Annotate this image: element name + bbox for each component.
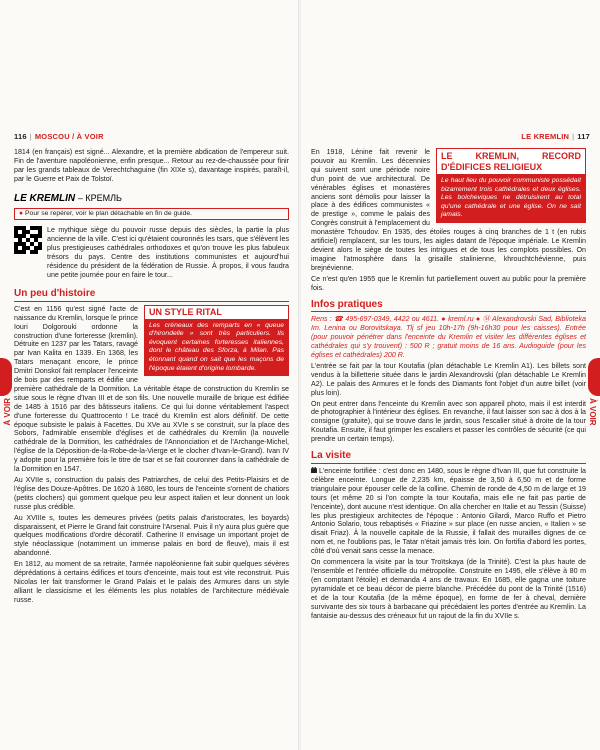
left-page [0,0,299,750]
side-tab-label-right: À VOIR [588,398,597,426]
kremlin-heading [14,194,289,204]
right-content [311,148,586,622]
infos-entry: L'entrée se fait par la tour Koutafia (plan détachable Le Kremlin A1). Les billets sont vendus à la billetterie située dans le jardin Alexandrovski (plan détachable Le Kremlin A2). Le palais des Armures et le fonds des Diamants font l'objet d'un autre billet (voir plus loin). [311,361,586,397]
section-title-left: MOSCOU / À VOIR [34,132,104,141]
qr-code-icon[interactable] [14,226,42,254]
history-section-title: Un peu d'histoire [14,290,289,302]
kremlin-heading-ru: – КРЕМЛЬ [77,192,122,203]
history-paragraph-4: En 1812, au moment de sa retraite, l'armée napoléonienne fait subir quelques sévères déprédations à certains édifices et tours d'enceinte, mais tout est vite reconstruit. Puis Nicolas Ier fait transformer le Grand Palais et le palais des Armures dans un style alliant le classicisme et les éléments les plus notables de l'architecture médiévale russe. [14,560,289,604]
history-paragraph-1: C'est en 1156 qu'est signé l'acte de naissance du Kremlin, lorsque le prince Iouri Dolgorouki ordonne la construction d'une forteresse (kremlin). Détruite en 1237 par les Tatars, ravagé par Ivan Kalita en 1339. En 1368, les Tatars menaçant encore, le prince Dmitri Donskoï fait remplacer l'enceinte de bois par des remparts et édifie une première cathédrale de la Dormition. La véritable étape de construction du Kremlin se situe sous le règne d'Ivan III et de son fils. Une nouvelle muraille de brique est édifiée de 1485 à 1516 par des bâtisseurs italiens. Ce qui lui donne véritablement l'aspect d'une forteresse du Quattrocento ! Le tracé du Kremlin est alors définitif. De cette époque subsiste le palais à Facettes. Du XVe au XVIe s se construit, sur la place des Sobors, l'admirable ensemble d'églises et de cathédrales du Kremlin (la nouvelle cathédrale de la Dormition, les cathédrales de l'Annonciation et de l'Archange-Michel, l'église de la Déposition-de-la-Robe-de-la-Vierge et le clocher d'Ivan-le-Grand). Ivan IV y adopte pour la première fois le titre de tsar et se fait couronner dans la cathédrale de la Dormition en 1547. [14,304,289,474]
style-rital-box [144,305,289,376]
visite-text-1: L'enceinte fortifiée : c'est donc en 1480, sous le règne d'Ivan III, que fut construite la célèbre enceinte. Longue de 2,235 km, épaisse de 3,50 à 6,50 m et de forme triangulaire pour épouser celle de la colline. Chemin de ronde de 4,50 m de large et 19 tours (et même 20 si l'on compte la tour Koutafia, mais elle ne fait pas partie de l'enceinte), dont aucune n'est identique. On alla chercher en Italie et au Tessin (Suisse) les plus prestigieux architectes de l'époque : Antonio Gilardi, Marco Ruffo et Pietro Antonio Solario, tous rebaptisés « Friazine » sur place (en russe ancien, « Italien » se disait Friaz). À la nouvelle capitale de la Russie, il fallait des murailles dignes de ce nom et, ne l'oublions pas, le Tatar n'était jamais très loin. On fortifia d'abord les portes, côté d'où venait sans cesse la menace. [311,467,586,556]
side-tab-label-left: À VOIR [3,398,12,426]
infos-rules: On peut entrer dans l'enceinte du Kremlin avec son appareil photo, mais il est interdit de photographier à l'intérieur des églises. En revanche, il faut laisser son sac à dos à la consigne (gratuite), qui se trouve dans le jardin, sous l'escalier situé à droite de la tour Koutafia. Ensuite, il faut grimper les escaliers et passer les contrôles de sécurité (ce qui prendre un certain temps). [311,399,586,444]
record-edifices-box [436,148,586,223]
opening-paragraph: Ce n'est qu'en 1955 que le Kremlin fut partiellement ouvert au public pour la première fois. [311,274,586,292]
history-paragraph-2: Au XVIIe s, construction du palais des Patriarches, de celui des Petits-Plaisirs et de l'église des Douze-Apôtres. De 1620 à 1680, les tours de l'enceinte s'ornent de chatiors (petits clochers) qui gomment quelque peu leur aspect italien et leur donnent un look russe plus crédible. [14,476,289,511]
left-running-head: 116 | MOSCOU / À VOIR [14,132,104,141]
right-page [301,0,600,750]
left-content [14,148,289,607]
map-note-text: Pour se repérer, voir le plan détachable en fin de guide. [25,209,193,217]
side-tab-right [588,358,600,396]
style-rital-text: Les créneaux des remparts en « queue d'hirondelle » sont très particuliers. Ils évoquent certaines forteresses italiennes, dont le château des Sforza, à Milan. Pas étonnant quand on sait que les maçons de l'époque étaient d'origine lombarde. [149,321,284,372]
bullet-icon: ● [19,209,24,217]
infos-section-title: Infos pratiques [311,301,586,313]
kremlin-heading-fr: LE KREMLIN [14,192,76,204]
visite-paragraph-2: On commencera la visite par la tour Troïtskaya (de la Trinité). C'est la plus haute de l'ensemble et l'entrée officielle du métropolite. Construite en 1495, elle s'élève à 80 m (en comptant l'étoile) et demanda 4 ans de travaux. En 1685, elle gagna une toiture pyramidale et ce beau décor de pierre blanche. Précédée du pont de la Trinité (1516) et de la tour Koutafia (de la même époque), en forme de fer à cheval, dernière survivante des six tours à barbacane qui précédaient les portes d'entrée au Kremlin. La fantaisie au-dessus des créneaux fut un rajout de la fin du XVIIe s. [311,558,586,620]
intro-paragraph: 1814 (en français) est signé... Alexandre, et la première abdication de l'empereur suit. Fin de l'aventure napoléonienne, enfin presque... Retour au rez-de-chaussée pour finir par les grands tableaux de Verechtchaguine (fin XIXe s), davantage inspirés, paraît-il, par le Guerre et Paix de Tolstoï. [14,148,289,183]
kremlin-intro-row [14,226,289,281]
right-running-head: LE KREMLIN | 117 [521,132,590,141]
visite-paragraph-1 [311,467,586,556]
kremlin-intro-text: Le mythique siège du pouvoir russe depuis des siècles, la partie la plus ancienne de la ville. C'est ici qu'étaient couronnés les tsars, que s'élèvent les plus prestigieuses cathédrales orthodoxes et qu'on trouve les plus fabuleux trésors du pays. Centre des institutions communistes et aujourd'hui résidence du président de la fédération de Russie. À propos, il vous faudra une petite journée pour en faire le tour... [47,226,289,279]
infos-contact: Rens : ☎ 495-697-0349, 4422 ou 4611. ● kreml.ru ● Ⓜ Alexandrovski Sad, Biblioteka Im. Lenina ou Borovitskaya. Tlj sf jeu 10h-17h (9h-16h30 pour les caisses). Entrée (pour pouvoir pénétrer dans l'enceinte du Kremlin et visiter les différentes églises et cathédrales qui s'y trouvent) : 500 R ; gratuit moins de 16 ans. Audioguide (pour les églises et cathédrales) 200 R. [311,315,586,360]
record-edifices-text: Le haut lieu du pouvoir communiste possédait bizarrement trois cathédrales et deux églises. Les bolcheviques ne détruisirent au total qu'une cathédrale et une église. On ne sait jamais. [441,177,581,219]
map-note-box [14,208,289,221]
history-paragraph-3: Au XVIIIe s, toutes les demeures privées (petits palais d'aristocrates, les boyards) disparaissent, et Pierre le Grand fait construire l'Arsenal. Puis il n'y aura plus guère que quelques modifications d'ordre décoratif. Catherine II envisage un important projet de style néoclassique (notamment un immense palais en bord de fleuve), mais il est abandonné. [14,513,289,558]
section-title-right: LE KREMLIN [521,132,570,141]
side-tab-left [0,358,12,396]
visite-section-title: La visite [311,452,586,464]
page-number-right: 117 [577,132,590,141]
soviet-paragraph: En 1918, Lénine fait revenir le pouvoir au Kremlin. Les décennies qui suivent sont une période noire d'un point de vue architectural. De vénérables églises et monastères anciens sont démolis pour laisser la place à des édifices communistes « de prestige », comme le palais des Congrès construit à l'emplacement du monastère Tchoudov. En 1935, des étoiles rouges à cinq branches de 1 t (en rubis artificiel) remplacent, sur les tours, les aigles datant de l'époque impériale. Le Kremlin devient alors le siège de toutes les intrigues et de tous les complots possibles. On imagine l'atmosphère dans la grisaille stalinienne, khrouchtchévienne, puis brejnévienne. [311,148,586,272]
fortress-icon [311,467,317,473]
page-number-left: 116 [14,132,27,141]
style-rital-title: UN STYLE RITAL [144,305,289,319]
record-edifices-title: LE KREMLIN, RECORD D'ÉDIFICES RELIGIEUX [436,148,586,174]
